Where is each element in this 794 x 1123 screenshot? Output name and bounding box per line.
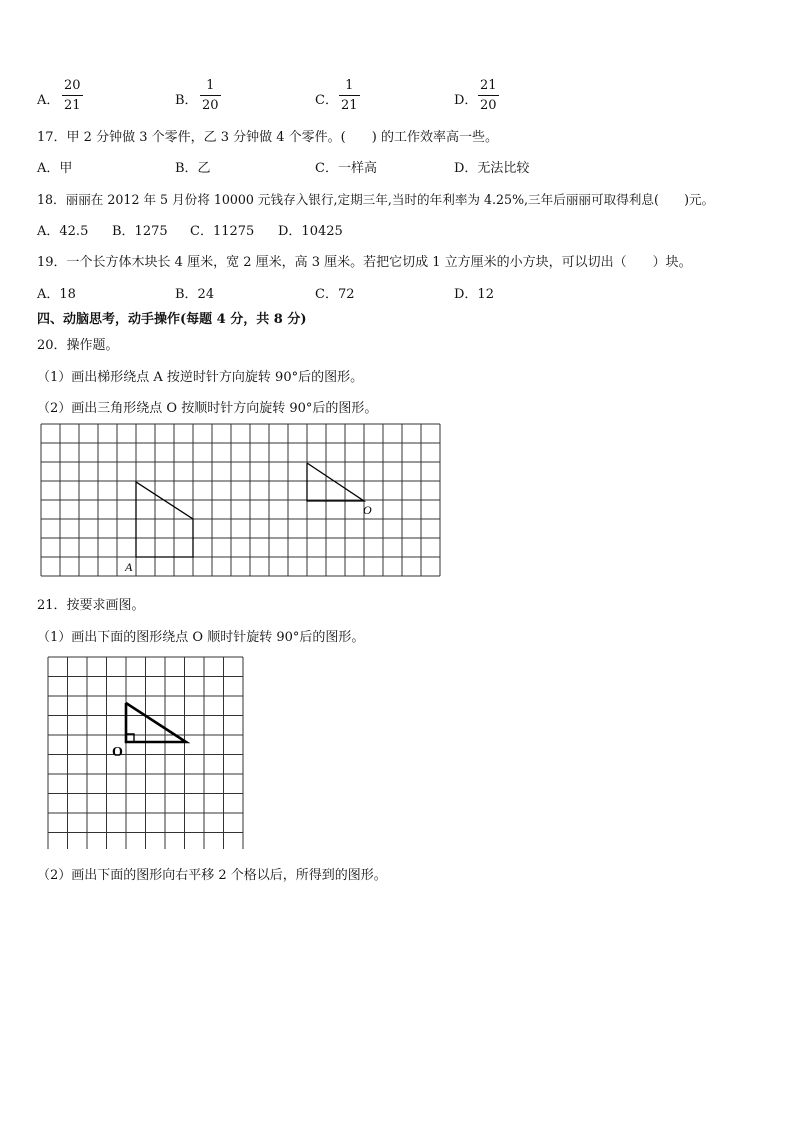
q20-point-a-label: A (125, 560, 133, 574)
q16-option-c-letter: C． (315, 93, 338, 108)
q18-option-c: C．11275 (190, 224, 255, 239)
q16-option-c-fraction (339, 78, 360, 113)
q16-option-d-fraction (478, 78, 499, 113)
q21-title: 21．按要求画图。 (37, 598, 145, 613)
fraction-bar (478, 95, 499, 96)
q20-title: 20．操作题。 (37, 338, 119, 353)
q21-part2: （2）画出下面的图形向右平移 2 个格以后，所得到的图形。 (37, 868, 387, 883)
q18-question: 18．丽丽在 2012 年 5 月份将 10000 元钱存入银行,定期三年,当时的年利率为 4.25%,三年后丽丽可取得利息( )元。 (37, 192, 715, 207)
q21-right-triangle (126, 703, 186, 742)
q18-option-a: A．42.5 (37, 224, 89, 239)
q16-option-b-denominator: 20 (202, 98, 219, 113)
q20-triangle (307, 463, 364, 501)
q19-option-a: A．18 (37, 287, 76, 302)
q21-grid-figure (46, 655, 250, 849)
q16-option-a-letter: A． (37, 93, 60, 108)
q20-grid-figure (40, 423, 442, 581)
q20-part1: （1）画出梯形绕点 A 按逆时针方向旋转 90°后的图形。 (37, 370, 364, 385)
q16-option-d-denominator: 20 (480, 98, 497, 113)
q16-option-a-numerator: 20 (64, 78, 81, 93)
q16-option-c-denominator: 21 (341, 98, 358, 113)
q19-question: 19．一个长方体木块长 4 厘米，宽 2 厘米，高 3 厘米。若把它切成 1 立方厘米的小方块，可以切出（ ）块。 (37, 255, 692, 270)
q17-option-b: B．乙 (175, 161, 211, 176)
q20-point-o-label: O (363, 503, 372, 517)
q16-option-b-numerator: 1 (206, 78, 215, 93)
q17-option-a: A．甲 (37, 161, 73, 176)
q21-point-o-label: O (112, 745, 123, 760)
q19-option-c: C．72 (315, 287, 355, 302)
q20-part2: （2）画出三角形绕点 O 按顺时针方向旋转 90°后的图形。 (37, 401, 378, 416)
q16-option-d-letter: D． (454, 93, 478, 108)
q19-option-d: D．12 (454, 287, 494, 302)
q16-option-a-fraction (62, 78, 83, 113)
fraction-bar (339, 95, 360, 96)
q21-part1: （1）画出下面的图形绕点 O 顺时针旋转 90°后的图形。 (37, 630, 365, 645)
q16-option-a-denominator: 21 (64, 98, 81, 113)
q16-option-d-numerator: 21 (480, 78, 497, 93)
q16-option-c-numerator: 1 (345, 78, 354, 93)
q18-option-d: D．10425 (278, 224, 343, 239)
q19-option-b: B．24 (175, 287, 215, 302)
q16-option-b-letter: B． (175, 93, 198, 108)
q17-option-d: D．无法比较 (454, 161, 530, 176)
section-4-heading: 四、动脑思考，动手操作(每题 4 分，共 8 分) (37, 312, 307, 327)
q16-option-b-fraction (200, 78, 221, 113)
fraction-bar (200, 95, 221, 96)
fraction-bar (62, 95, 83, 96)
q17-question: 17．甲 2 分钟做 3 个零件，乙 3 分钟做 4 个零件。( ) 的工作效率高一些。 (37, 130, 498, 145)
q18-option-b: B．1275 (112, 224, 168, 239)
q17-option-c: C．一样高 (315, 161, 377, 176)
